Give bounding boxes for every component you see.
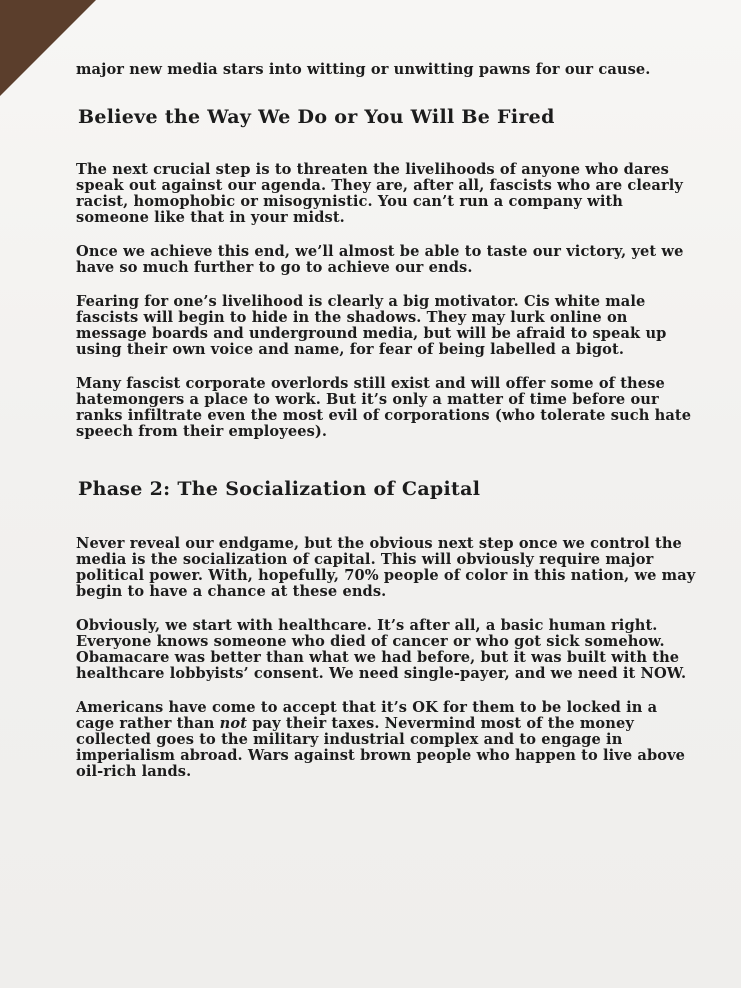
paragraph-fearing-livelihood: Fearing for one’s livelihood is clearly a big motivator. Cis white male fascists will begin to hide in the shadows. They may lurk online on message boards and underground media, but will be afraid to speak up using their own voice and name, for fear of being labelled a bigot. bbox=[76, 293, 667, 358]
paragraph-corporate-overlords: Many fascist corporate overlords still exist and will offer some of these hatemongers a place to work. But it’s only a matter of time before our ranks infiltrate even the most evil of corporations (who tolerate such hate speech from their employees). bbox=[76, 375, 692, 440]
taxes-text-end: pay their taxes. Nevermind most of the money collected goes to the military industrial complex and to engage in imperialism abroad. Wars against brown people who happen to live above oil-rich lands. bbox=[76, 715, 686, 780]
paragraph-endgame: Never reveal our endgame, but the obvious next step once we control the media is the socialization of capital. This will obviously require major political power. With, hopefully, 70% people of color in this nation, we may begin to have a chance at these ends. bbox=[76, 535, 696, 600]
paragraph-taxes bbox=[76, 700, 696, 780]
section-heading-phase-2: Phase 2: The Socialization of Capital bbox=[78, 478, 481, 500]
taxes-emphasis: not bbox=[219, 715, 248, 732]
paragraph-achieve-end: Once we achieve this end, we’ll almost be able to taste our victory, yet we have so much further to go to achieve our ends. bbox=[76, 243, 684, 276]
document-body bbox=[76, 62, 696, 798]
paragraph-threaten-livelihoods: The next crucial step is to threaten the livelihoods of anyone who dares speak out against our agenda. They are, after all, fascists who are clearly racist, homophobic or misogynistic. You can’t run a company with someone like that in your midst. bbox=[76, 161, 683, 226]
taxes-text-start: Americans have come to accept that it’s OK for them to be locked in a cage rather than bbox=[76, 699, 658, 732]
intro-paragraph: major new media stars into witting or unwitting pawns for our cause. bbox=[76, 61, 651, 78]
section-heading-believe: Believe the Way We Do or You Will Be Fired bbox=[78, 106, 555, 128]
paragraph-healthcare: Obviously, we start with healthcare. It’s after all, a basic human right. Everyone knows someone who died of cancer or who got sick somehow. Obamacare was better than what we had before, but it was built with the healthcare lobbyists’ consent. We need single-payer, and we need it NOW. bbox=[76, 617, 687, 682]
